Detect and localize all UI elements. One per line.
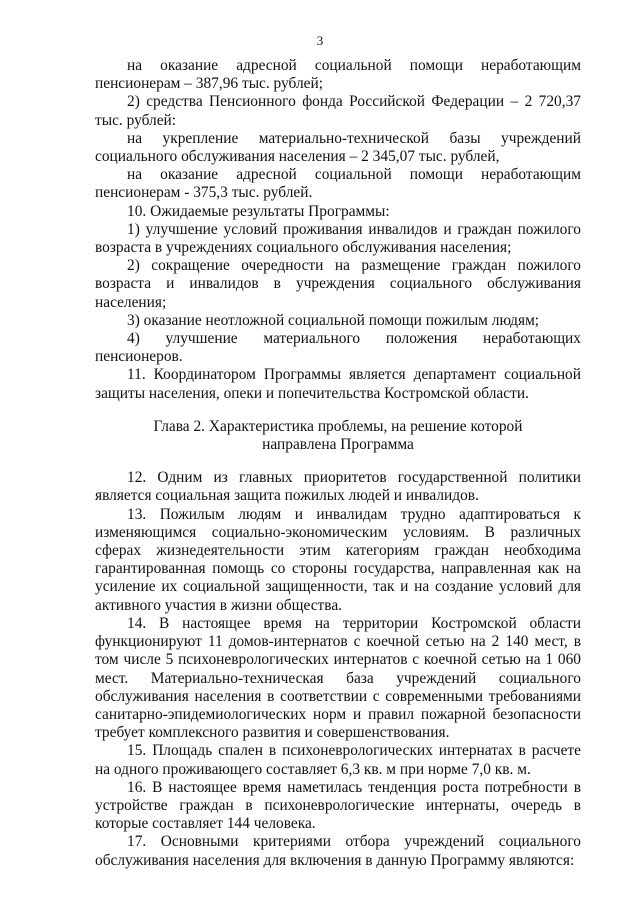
document-body — [95, 57, 581, 870]
paragraph: 12. Одним из главных приоритетов государственной политики является социальная защита пожилых людей и инвалидов. — [95, 469, 581, 505]
spacer — [95, 403, 581, 418]
paragraph: 14. В настоящее время на территории Костромской области функционируют 11 домов-интернатов с коечной сетью на 2 140 мест, в том числе 5 психоневрологических интернатов с коечной сетью на 1 060 мест. Материально-техническая база учреждений социального обслуживания населения в соответствии с современными требованиями санитарно-эпидемиологических норм и правил пожарной безопасности требует комплексного развития и совершенствования. — [95, 614, 581, 742]
chapter-heading: направлена Программа — [262, 436, 414, 454]
paragraph: 3) оказание неотложной социальной помощи пожилым людям; — [127, 311, 540, 329]
paragraph: 17. Основными критериями отбора учреждений социального обслуживания населения для включения в данную Программу являются: — [95, 833, 581, 869]
paragraph: 2) средства Пенсионного фонда Российской Федерации – 2 720,37 тыс. рублей: — [95, 93, 581, 129]
paragraph: 4) улучшение материального положения неработающих пенсионеров. — [95, 330, 581, 366]
paragraph: 16. В настоящее время наметилась тенденция роста потребности в устройстве граждан в психоневрологические интернаты, очередь в которые составляет 144 человека. — [95, 778, 581, 833]
paragraph: 10. Ожидаемые результаты Программы: — [127, 202, 390, 220]
paragraph: 15. Площадь спален в психоневрологических интернатах в расчете на одного проживающего составляет 6,3 кв. м при норме 7,0 кв. м. — [95, 742, 581, 778]
paragraph: 2) сокращение очередности на размещение граждан пожилого возраста и инвалидов в учреждения социального обслуживания населения; — [95, 257, 581, 311]
page-number: 3 — [316, 33, 324, 48]
chapter-heading: Глава 2. Характеристика проблемы, на решение которой — [153, 417, 523, 435]
paragraph: 11. Координатором Программы является департамент социальной защиты населения, опеки и попечительства Костромской области. — [95, 366, 581, 402]
paragraph: 13. Пожилым людям и инвалидам трудно адаптироваться к изменяющимся социально-экономическим условиям. В различных сферах жизнедеятельности этим категориям граждан необходима гарантированная помощь со стороны государства, направленная как на усиление их социальной защищенности, так и на создание условий для активного участия в жизни общества. — [95, 505, 581, 614]
spacer — [95, 454, 581, 469]
paragraph: 1) улучшение условий проживания инвалидов и граждан пожилого возраста в учреждениях социального обслуживания населения; — [95, 220, 581, 257]
paragraph: на укрепление материально-технической базы учреждений социального обслуживания населения – 2 345,07 тыс. рублей, — [95, 129, 581, 166]
paragraph: на оказание адресной социальной помощи неработающим пенсионерам - 375,3 тыс. рублей. — [95, 166, 581, 202]
paragraph: на оказание адресной социальной помощи неработающим пенсионерам – 387,96 тыс. рублей; — [95, 57, 581, 93]
